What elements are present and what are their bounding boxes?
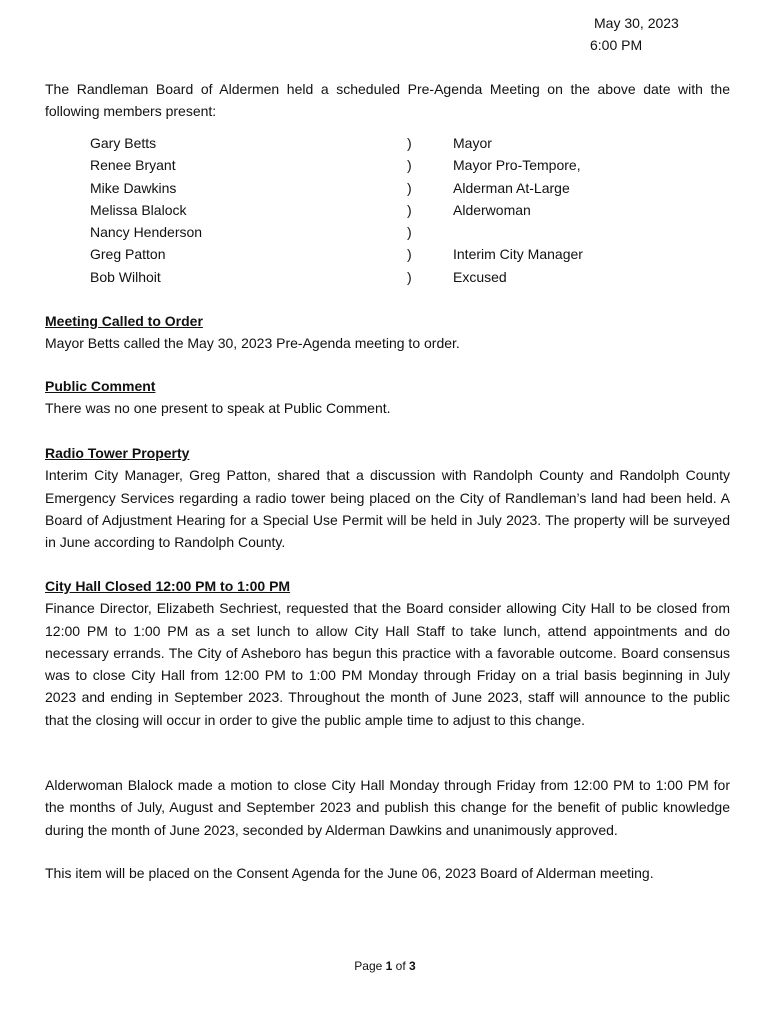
member-name: Greg Patton (90, 246, 166, 263)
section-city-hall-closed (45, 575, 730, 731)
member-row (45, 221, 730, 243)
member-row (45, 154, 730, 176)
member-separator: ) (407, 179, 412, 196)
section-body: Finance Director, Elizabeth Sechriest, requested that the Board consider allowing City Hall to be closed from 12:00 PM to 1:00 PM as a set lunch to allow City Hall Staff to take lunch, attend appointments and do necessary errands. The City of Asheboro has begun this practice with a favorable outcome. Board consensus was to close City Hall from 12:00 PM to 1:00 PM Monday through Friday on a trial basis beginning in July 2023 and ending in September 2023. Throughout the month of June 2023, staff will announce to the public that the closing will occur in order to give the public ample time to adjust to this change. (45, 600, 730, 728)
page-footer (0, 955, 770, 977)
section-body: There was no one present to speak at Public Comment. (45, 400, 391, 417)
member-role: Alderwoman (453, 201, 531, 218)
member-separator: ) (407, 224, 412, 241)
page-total: 3 (409, 959, 416, 973)
section-radio-tower (45, 442, 730, 553)
member-row (45, 199, 730, 221)
section-call-to-order (45, 310, 730, 355)
member-name: Mike Dawkins (90, 179, 177, 196)
member-role: Excused (453, 268, 507, 285)
section-heading: City Hall Closed 12:00 PM to 1:00 PM (45, 578, 291, 594)
section-body: Mayor Betts called the May 30, 2023 Pre-Agenda meeting to order. (45, 335, 460, 352)
member-row (45, 132, 730, 154)
page-current: 1 (385, 959, 393, 973)
member-separator: ) (407, 201, 412, 218)
member-name: Melissa Blalock (90, 201, 187, 218)
members-list (45, 132, 730, 288)
section-body: Interim City Manager, Greg Patton, shared that a discussion with Randolph County and Randolph County Emergency Services regarding a radio tower being placed on the City of Randleman’s land had been held. A Board of Adjustment Hearing for a Special Use Permit will be held in July 2023. The property will be surveyed in June according to Randolph County. (45, 467, 730, 551)
member-row (45, 266, 730, 288)
member-role: Mayor Pro-Tempore, (453, 157, 581, 174)
member-name: Nancy Henderson (90, 224, 203, 241)
member-role: Alderman At-Large (453, 179, 570, 196)
member-role: Interim City Manager (453, 246, 583, 263)
section-heading: Public Comment (45, 378, 156, 394)
member-separator: ) (407, 135, 412, 151)
meeting-date: May 30, 2023 (594, 15, 679, 31)
member-row (45, 177, 730, 199)
member-separator: ) (407, 268, 412, 285)
meeting-time: 6:00 PM (590, 37, 643, 54)
member-name: Gary Betts (90, 135, 157, 151)
intro-paragraph: The Randleman Board of Aldermen held a scheduled Pre-Agenda Meeting on the above date with the following members present: (45, 81, 730, 120)
section-public-comment (45, 375, 730, 420)
member-name: Renee Bryant (90, 157, 176, 174)
member-row (45, 243, 730, 265)
member-name: Bob Wilhoit (90, 268, 161, 285)
meeting-date-block (590, 12, 730, 57)
member-role: Mayor (453, 135, 492, 151)
page-of-label: of (395, 959, 406, 973)
motion-paragraph: Alderwoman Blalock made a motion to close City Hall Monday through Friday from 12:00 PM to 1:00 PM for the months of July, August and September 2023 and publish this change for the benefit of public knowledge during the month of June 2023, seconded by Alderman Dawkins and unanimously approved. (45, 777, 730, 838)
consent-agenda-paragraph: This item will be placed on the Consent Agenda for the June 06, 2023 Board of Alderman meeting. (45, 865, 654, 881)
page-label: Page (354, 959, 383, 973)
member-separator: ) (407, 246, 412, 263)
section-heading: Radio Tower Property (45, 445, 190, 461)
member-separator: ) (407, 157, 412, 174)
section-heading: Meeting Called to Order (45, 313, 203, 329)
